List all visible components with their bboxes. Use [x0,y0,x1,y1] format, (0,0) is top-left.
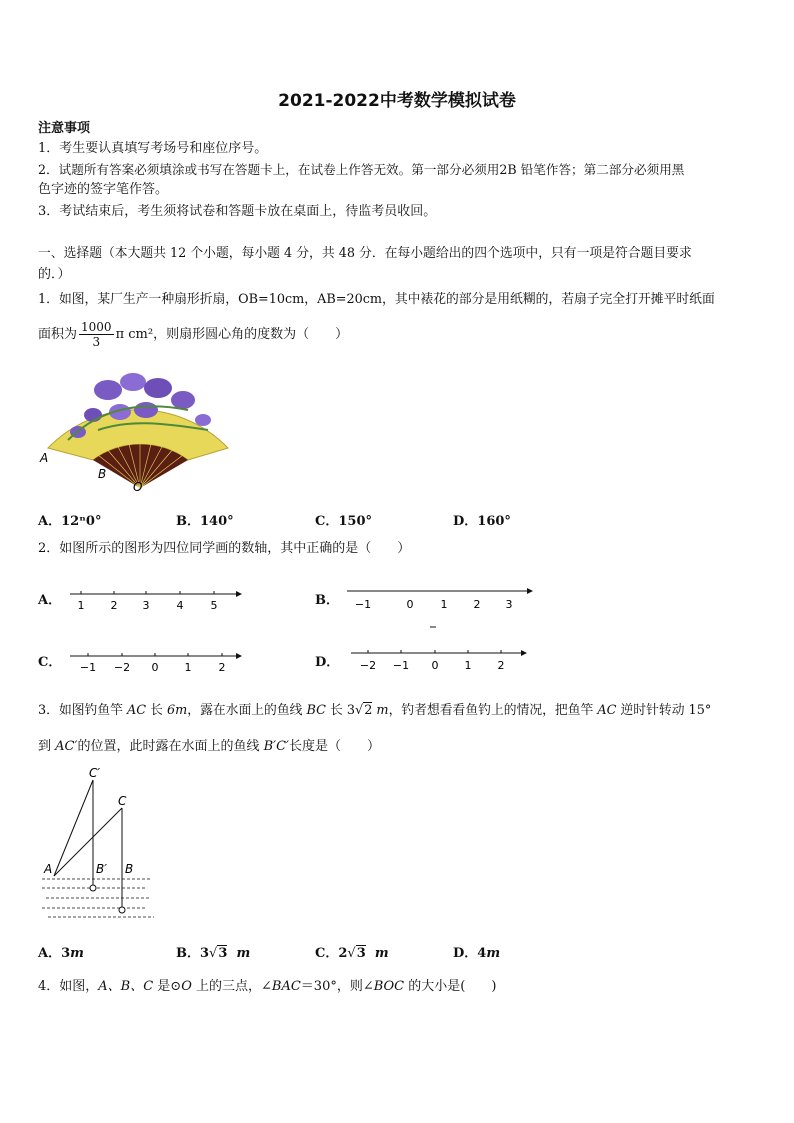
notice-item-2-cont: 色字迹的签字笔作答。 [38,182,169,197]
q3-text-9: 长度是（ ） [288,739,380,754]
q1-option-c[interactable]: C．150° [315,514,372,529]
numberline-a-tick-1: 1 [77,599,85,612]
page-title: 2021-2022中考数学模拟试卷 [278,91,516,111]
q3-option-b-unit: m [236,946,251,961]
numberline-a[interactable] [66,586,246,616]
q2-option-d-label[interactable]: D． [315,655,340,670]
q3-option-c-radicand: 3 [356,946,366,961]
q3-unit: m [376,703,389,718]
numberline-a-tick-5: 5 [210,599,218,612]
q4-text-3: 上的三点，∠ [191,979,272,994]
section-heading: 一、选择题（本大题共 12 个小题，每小题 4 分，共 48 分．在每小题给出的四个选项中，只有一项是符合题目要求 [38,246,692,261]
hook-b [119,907,125,913]
numberline-d-tick-3: 0 [431,659,439,672]
q3-text-4: 长 3 [325,703,356,718]
fan-label-o: O [133,480,143,494]
numberline-d-tick-1: −2 [359,659,377,672]
numberline-b-tick-4: 2 [473,598,481,611]
fan-label-b: B [98,467,107,481]
numberline-c[interactable] [66,648,246,678]
q4-angle-bac: BAC [271,979,301,994]
fig-label-b-prime: B′ [96,862,107,876]
fig-label-a: A [44,862,53,876]
q3-option-d-unit: m [486,946,501,961]
q3-option-c-unit: m [374,946,389,961]
q3-option-c-value: C．2 [315,946,348,961]
numberline-b-tick-2: 0 [406,598,414,611]
q1-fraction [79,320,114,349]
numberline-b-tick-5: 3 [505,598,513,611]
q3-stem-line2 [38,738,380,756]
q3-option-d-value: D．4 [453,946,487,961]
q3-text-3: ，露在水面上的鱼线 [187,703,307,718]
fishing-rod-figure [38,762,168,922]
numberline-c-tick-3: 0 [151,661,159,674]
q1-prefix: 面积为 [38,327,78,342]
numberline-a-tick-3: 3 [142,599,150,612]
q3-text-7: 到 [38,739,56,754]
numberline-c-tick-2: −2 [113,661,131,674]
q1-stem-line1: 1．如图，某厂生产一种扇形折扇，OB=10cm，AB=20cm，其中裱花的部分是用纸糊的，若扇子完全打开摊平时纸面 [38,292,715,307]
q3-option-d[interactable] [453,942,500,961]
water-lines [42,879,154,917]
numberline-c-tick-5: 2 [218,661,226,674]
notice-item-3: 3．考试结束后，考生须将试卷和答题卡放在桌面上，待监考员收回。 [38,204,437,219]
q3-ac-2: AC [597,703,617,718]
q3-bc-prime: B′C′ [263,739,289,754]
q3-text-2: 长 [146,703,167,718]
q3-ac-prime: AC′ [55,739,78,754]
numberline-d[interactable] [343,647,533,677]
fig-label-c: C [118,794,127,808]
q3-stem-line1 [38,700,711,722]
numberline-b[interactable] [343,586,538,631]
fan-label-a: A [40,451,49,465]
q3-text-5: ，钓者想看看鱼钓上的情况，把鱼竿 [388,703,598,718]
q4-text-5: 的大小是( ) [404,979,497,994]
q2-stem: 2．如图所示的图形为四位同学画的数轴，其中正确的是（ ） [38,541,411,556]
q1-suffix: ，则扇形圆心角的度数为（ ） [153,327,349,342]
q1-fraction-den: 3 [92,335,101,349]
q3-bc: BC [306,703,326,718]
numberline-d-tick-5: 2 [497,659,505,672]
numberline-b-tick-3: 1 [440,598,448,611]
q3-option-a-value: A．3 [38,946,71,961]
q4-text-4: ＝30°，则∠ [300,979,374,994]
hook-b-prime [90,885,96,891]
numberline-c-tick-1: −1 [79,661,97,674]
numberline-c-tick-4: 1 [184,661,192,674]
fig-label-c-prime: C′ [89,766,101,780]
q3-radical: √2 [355,703,373,718]
fig-label-b: B [125,862,134,876]
q4-text-1: 4．如图， [38,979,99,994]
q2-option-c-label[interactable]: C． [38,655,62,670]
rod-ac [54,808,122,876]
q3-option-b[interactable]: B．3√3 m [176,946,251,961]
notice-item-1: 1．考生要认真填写考场号和座位序号。 [38,141,268,156]
numberline-d-tick-4: 1 [464,659,472,672]
q1-pi-unit: π cm² [115,327,154,342]
q4-circle-o: O [181,979,192,994]
q3-text-8: 的位置，此时露在水面上的鱼线 [77,739,264,754]
q3-text-1: 3．如图钓鱼竿 [38,703,127,718]
q3-option-b-value: B．3 [176,946,210,961]
q1-fraction-num: 1000 [81,320,112,334]
q3-option-a-unit: m [70,946,84,961]
notice-item-2: 2．试题所有答案必须填涂或书写在答题卡上，在试卷上作答无效。第一部分必须用2B 铅笔作答；第二部分必须用黑 [38,162,685,177]
notice-heading: 注意事项 [38,121,91,136]
q3-option-a[interactable] [38,942,84,961]
q4-angle-boc: BOC [373,979,405,994]
q1-option-d[interactable]: D．160° [453,514,511,529]
numberline-a-tick-2: 2 [110,599,118,612]
q1-option-b[interactable]: B．140° [176,514,234,529]
fan-figure [38,360,238,500]
numberline-d-tick-2: −1 [392,659,410,672]
q1-stem-line2 [38,318,348,352]
q2-option-a-label[interactable]: A． [38,593,62,608]
q4-text-2: 是⊙ [153,979,182,994]
q3-length-6: 6m [166,703,188,718]
q3-option-b-radicand: 3 [218,946,228,961]
q4-stem [38,978,496,996]
numberline-a-tick-4: 4 [176,599,184,612]
q3-ac: AC [127,703,147,718]
q3-radicand: 2 [364,703,373,718]
q2-option-b-label[interactable]: B． [315,593,339,608]
q3-text-6: 逆时针转动 15° [616,703,712,718]
numberline-b-tick-1: −1 [354,598,372,611]
q4-points: A、B、C [98,979,154,994]
q3-option-c[interactable]: C．2√3 m [315,946,389,961]
section-heading-cont: 的．） [38,267,71,282]
rod-ac-prime [54,780,93,876]
q1-option-a[interactable]: A．12ⁿ0° [38,514,102,529]
